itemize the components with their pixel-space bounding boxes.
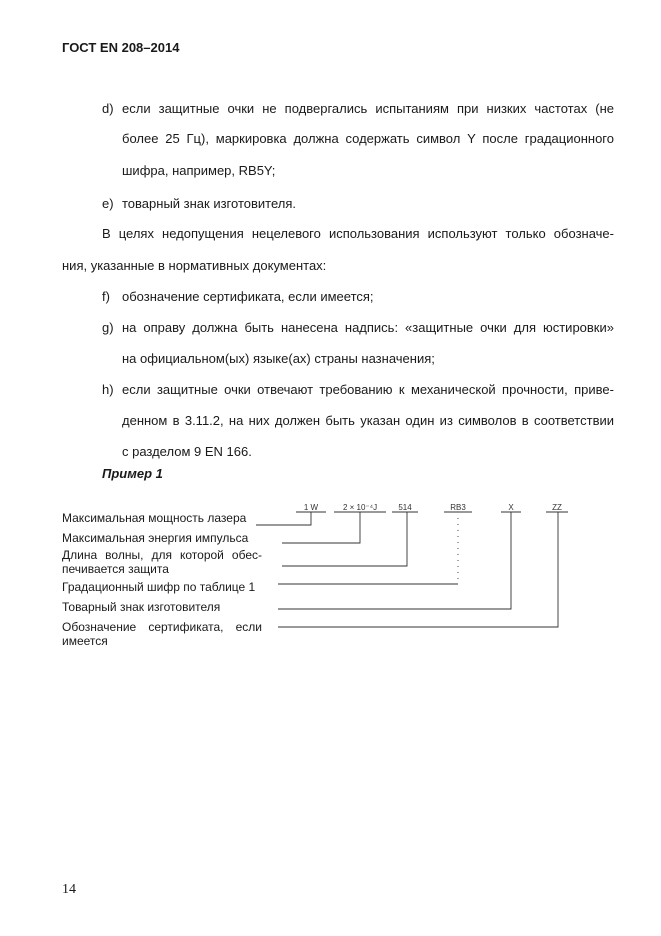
label-grade: Градационный шифр по таблице 1 (62, 580, 256, 594)
label-trademark: Товарный знак изготовителя (62, 600, 221, 614)
intro-line1: В целях недопущения нецелевого использования используют только обозначе- (102, 226, 614, 241)
label-pulse-energy: Максимальная энергия импульса (62, 531, 249, 545)
label-certificate-line1: Обозначение сертификата, если (62, 620, 262, 634)
item-f-line1: обозначение сертификата, если имеется; (122, 289, 374, 304)
page-number: 14 (62, 882, 76, 897)
item-h-line2: денном в 3.11.2, на них должен быть указан один из символов в соответствии (122, 413, 614, 428)
label-wavelength-line2: печивается защита (62, 562, 169, 576)
label-laser-power: Максимальная мощность лазера (62, 511, 247, 525)
item-h-line1: если защитные очки отвечают требованию к механической прочности, приве- (122, 382, 614, 397)
item-g-line2: на официальном(ых) языке(ах) страны назначения; (122, 351, 435, 366)
code-laser-power: 1 W (303, 503, 319, 512)
list-marker-d: d) (102, 101, 114, 116)
list-marker-h: h) (102, 382, 114, 397)
label-wavelength-line1: Длина волны, для которой обес- (62, 548, 262, 562)
code-trademark: X (508, 503, 514, 512)
item-d-line1: если защитные очки не подвергались испытаниям при низких частотах (не (122, 101, 614, 116)
item-g-line1: на оправу должна быть нанесена надпись: «защитные очки для юстировки» (122, 320, 614, 335)
list-marker-f: f) (102, 289, 110, 304)
code-wavelength: 514 (398, 503, 412, 512)
list-marker-g: g) (102, 320, 114, 335)
example-title: Пример 1 (102, 466, 163, 481)
code-grade: RB3 (450, 503, 466, 512)
item-e-line1: товарный знак изготовителя. (122, 196, 296, 211)
intro-line2: ния, указанные в нормативных документах: (62, 258, 327, 273)
item-d-line3: шифра, например, RB5Y; (122, 163, 276, 178)
list-marker-e: e) (102, 196, 114, 211)
label-certificate-line2: имеется (62, 634, 108, 648)
item-d-line2: более 25 Гц), маркировка должна содержать символ Y после градационного (122, 131, 614, 146)
code-pulse-energy: 2 × 10⁻⁴J (342, 503, 378, 512)
item-h-line3: с разделом 9 EN 166. (122, 444, 252, 459)
code-certificate: ZZ (552, 503, 562, 512)
document-header: ГОСТ EN 208–2014 (62, 40, 180, 55)
